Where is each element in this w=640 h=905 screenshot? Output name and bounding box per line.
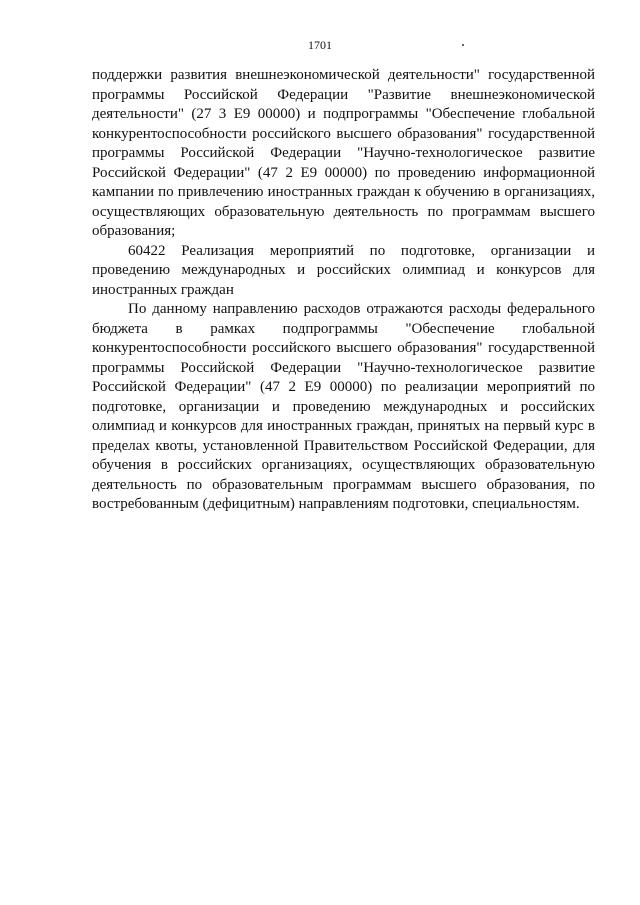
paragraph-description: По данному направлению расходов отражаются расходы федерального бюджета в рамках подпрограммы "Обеспечение глобальной конкурентоспособности российского высшего образования" государственной программы Российской Федерации "Научно-технологическое развитие Российской Федерации" (47 2 Е9 00000) по реализации мероприятий по подготовке, организации и проведению международных и российских олимпиад и конкурсов для иностранных граждан, принятых на первый курс в пределах квоты, установленной Правительством Российской Федерации, для обучения в российских организациях, осуществляющих образовательную деятельность по образовательным программам высшего образования, по востребованным (дефицитным) направлениям подготовки, специальностям. <box>92 301 595 512</box>
paragraph-section-heading: 60422 Реализация мероприятий по подготовке, организации и проведению международных и российских олимпиад и конкурсов для иностранных граждан <box>92 242 595 298</box>
scan-speck <box>462 44 464 46</box>
document-body <box>92 66 595 515</box>
paragraph-continuation: поддержки развития внешнеэкономической деятельности" государственной программы Российской Федерации "Развитие внешнеэкономической деятельности" (27 3 Е9 00000) и подпрограммы "Обеспечение глобальной конкурентоспособности российского высшего образования" государственной программы Российской Федерации "Научно-технологическое развитие Российской Федерации" (47 2 Е9 00000) по проведению информационной кампании по привлечению иностранных граждан к обучению в организациях, осуществляющих образовательную деятельность по программам высшего образования; <box>92 67 595 239</box>
page-number: 1701 <box>308 38 332 52</box>
